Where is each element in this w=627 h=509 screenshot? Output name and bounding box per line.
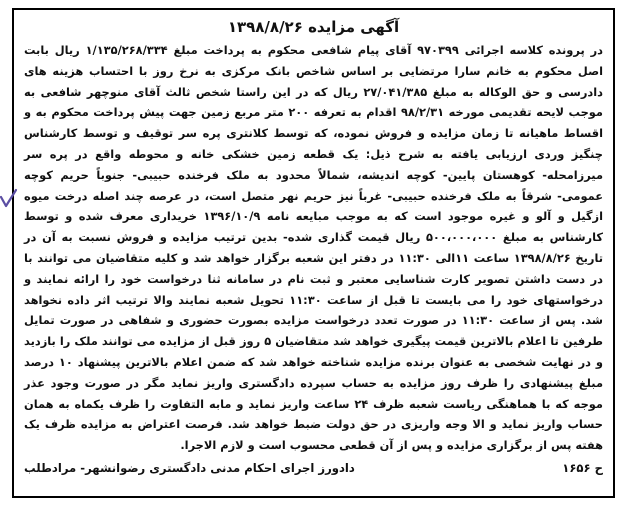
notice-title: آگهی مزایده ۱۳۹۸/۸/۲۶ [227,18,400,36]
notice-body: در پرونده کلاسه اجرائی ۹۷۰۳۹۹ آقای پیام شافعی محکوم به پرداخت مبلغ ۱/۱۳۵/۲۶۸/۳۳۴ ریال بابت اصل محکوم به خانم سارا مرتضایی بر اساس شاخص بانک مرکزی به نرخ روز با احتساب هزینه های دادرسی و حق الوکاله به مبلغ ۲۷/۰۴۱/۳۸۵ ریال که در این راستا شخص ثالث آقای منوچهر شافعی به موجب لایحه تقدیمی مورخه ۹۸/۲/۳۱ اقدام به تعرفه ۲۰۰ متر مربع زمین جهت پیش پرداخت محکوم به و اقساط ماهیانه تا زمان مزایده و فروش نموده، که توسط کلانتری پره سر توقیف و توسط کارشناس چنگیز وردی ارزیابی یافته به شرح ذیل: یک قطعه زمین خشکی خانه و محوطه واقع در پره سر میرزامحله- کوهستان پایین- کوچه اندیشه، شمالاً محدود به ملک فرخنده حبیبی- جنوباً حریم کوچه عمومی- شرقاً به ملک فرخنده حبیبی- غرباً نیز حریم نهر متصل است، در عرصه چند اصله درخت میوه ازگیل و آلو و غیره موجود است که به موجب مبایعه نامه ۱۳۹۶/۱۰/۹ خریداری معرف شده و توسط کارشناس به مبلغ ۵۰۰،۰۰۰،۰۰۰ ریال قیمت گذاری شده- بدین ترتیب مزایده و فروش نسبت به آن در تاریخ ۱۳۹۸/۸/۲۶ ساعت ۱۱الی ۱۱:۳۰ در دفتر این شعبه برگزار خواهد شد و کلیه متقاضیان می توانند با در دست داشتن تصویر کارت شناسایی معتبر و ثبت نام در سامانه ثنا درخواست خود را ارائه نمایند و درخواستهای خود را می بایست تا قبل از ساعت ۱۱:۳۰ تحویل شعبه نمایند والا ترتیب اثر داده نخواهد شد. پس از ساعت ۱۱:۳۰ در صورت تعدد درخواست مزایده بصورت حضوری و شفاهی در صورت تمایل طرفین تا اعلام بالاترین قیمت پیگیری خواهد شد متقاضیان ۵ روز قبل از مزایده می توانند ملک را بازدید و در نهایت شخصی به عنوان برنده مزایده شناخته خواهد شد که ضمن اعلام بالاترین پیشنهاد ۱۰ درصد مبلغ پیشنهادی را ظرف روز مزایده به حساب سپرده دادگستری واریز نماید مگر در صورت وجود عذر موجه که با هماهنگی ریاست شعبه ظرف ۲۴ ساعت واریز نماید و مابه التفاوت را ظرف یکماه به همان حساب واریز نماید و الا وجه واریزی در حق دولت ضبط خواهد شد. فرصت اعتراض به مزایده ظرف یک هفته پس از برگزاری مزایده و پس از آن قطعی محسوب است و لازم الاجرا. [24,43,604,453]
notice-issuer: دادورز اجرای احکام مدنی دادگستری رضوانشهر- مرادطلب [24,460,355,475]
checkmark-icon [0,180,20,220]
auction-notice [12,8,615,498]
notice-footer [24,458,603,478]
notice-code: ح ۱۶۵۶ [562,460,603,475]
